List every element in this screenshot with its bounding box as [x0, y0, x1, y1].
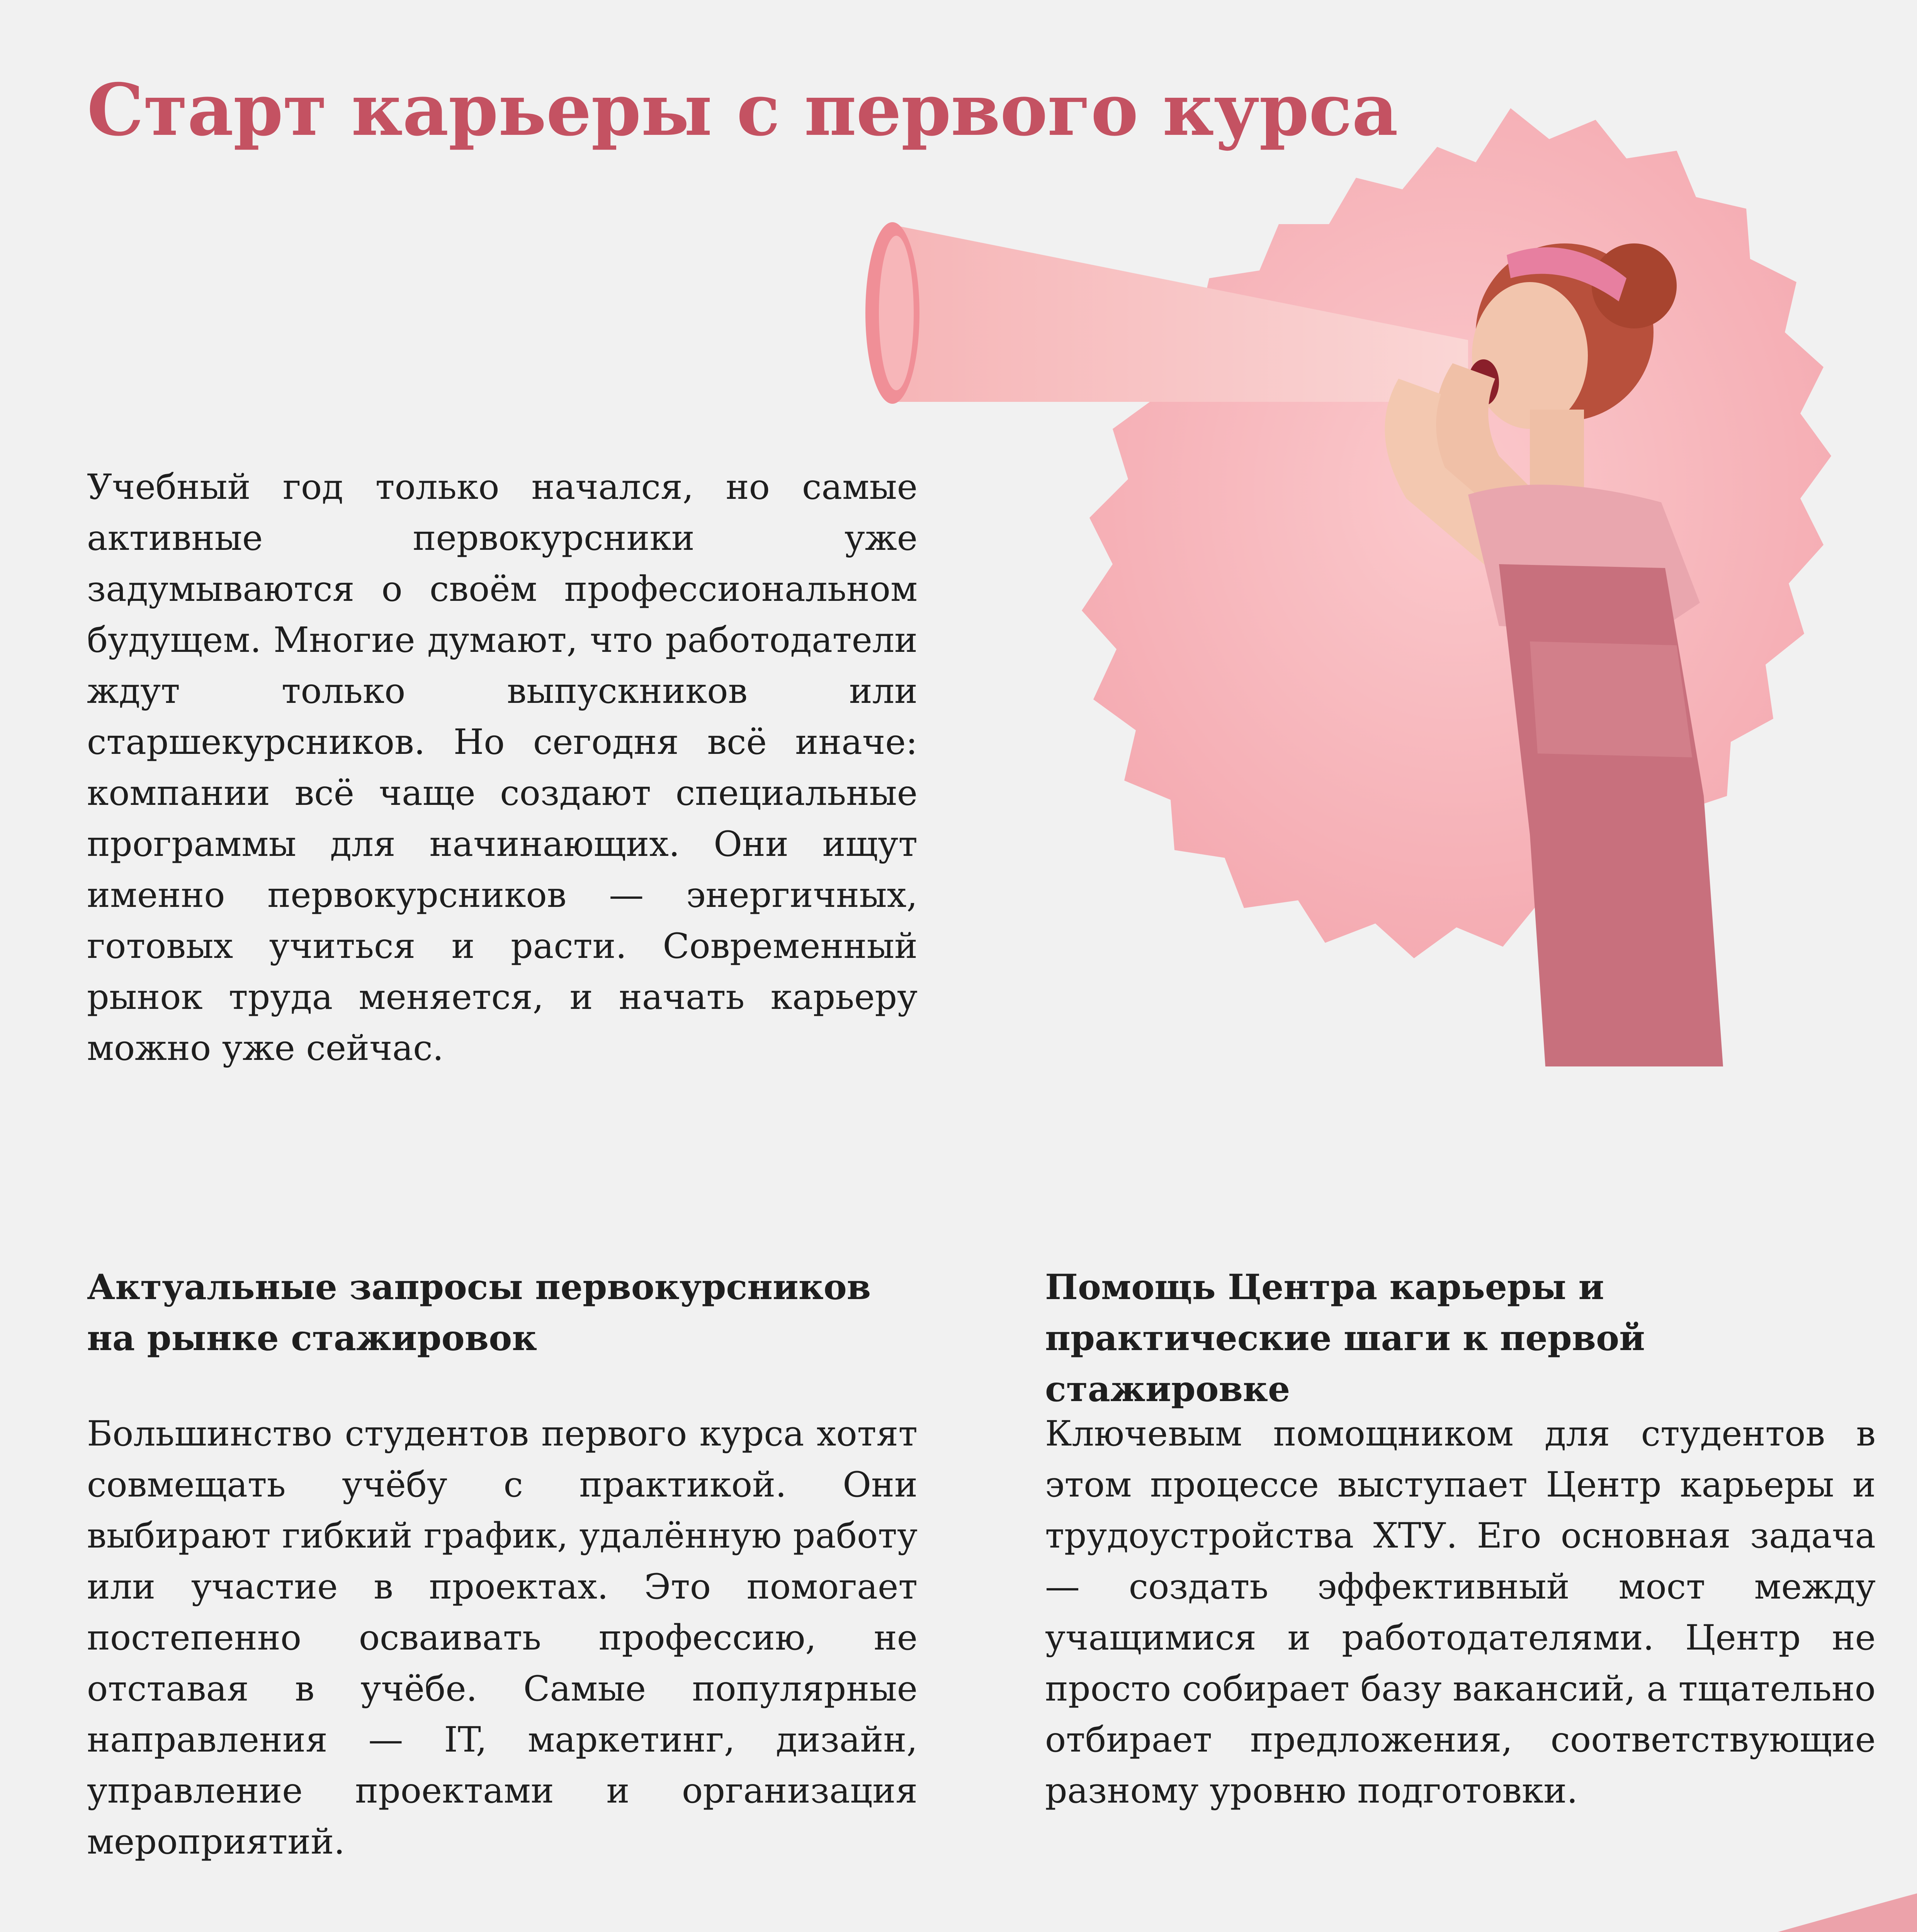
woman-megaphone-illustration	[842, 62, 1917, 1113]
right-column-heading: Помощь Центра карьеры и практические шаги к первой стажировке	[1045, 1267, 1645, 1410]
vacancies-banner	[0, 1886, 1917, 1932]
pink-sound-wave-shape	[603, 1893, 1917, 1932]
left-column-heading: Актуальные запросы первокурсников на рынке стажировок	[87, 1267, 871, 1359]
left-column-paragraph: Большинство студентов первого курса хотят совмещать учёбу с практикой. Они выбирают гибкий график, удалённую работу или участие в проектах. Это помогает постепенно осваивать профессию, не отставая в учёбе. Самые популярные направления — IT, маркетинг, дизайн, управление проектами и организация мероприятий.	[87, 1413, 918, 1862]
right-column-paragraph: Ключевым помощником для студентов в этом процессе выступает Центр карьеры и трудоустройства ХТУ. Его основная задача — создать эффективный мост между учащимися и работодателями. Центр не просто собирает базу вакансий, а тщательно отбирает предложения, соответствующие разному уровню подготовки.	[1045, 1413, 1876, 1811]
page-title: Старт карьеры с первого курса	[87, 68, 1398, 152]
intro-paragraph: Учебный год только начался, но самые активные первокурсники уже задумываются о своём профессиональном будущем. Многие думают, что работодатели ждут только выпускников или старшекурсников. Но сегодня всё иначе: компании всё чаще создают специальные программы для начинающих. Они ищут именно первокурсников — энергичных, готовых учиться и расти. Современный рынок труда меняется, и начать карьеру можно уже сейчас.	[87, 467, 918, 1068]
